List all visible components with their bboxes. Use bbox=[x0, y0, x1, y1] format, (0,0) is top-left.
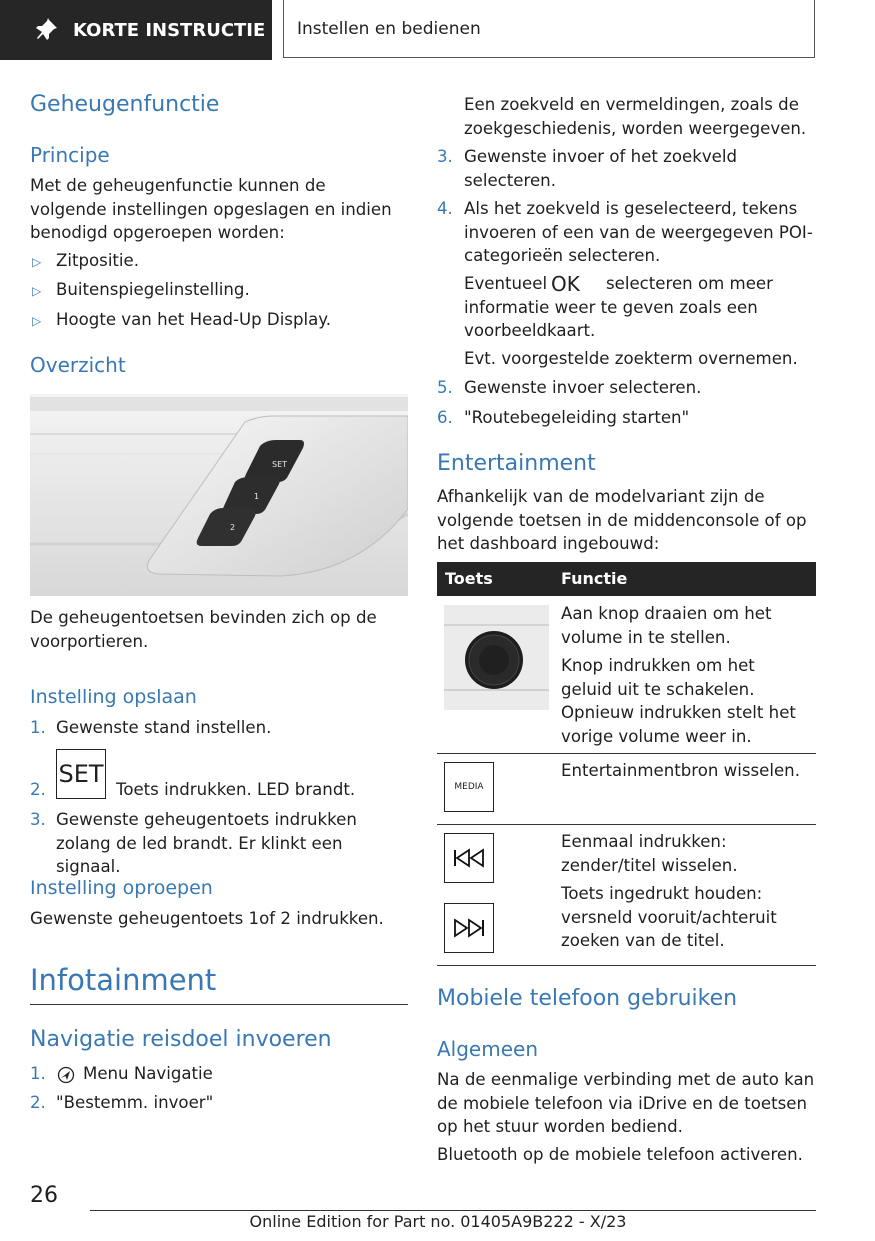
step-number: 4. bbox=[437, 199, 453, 218]
chapter-rule bbox=[30, 1004, 408, 1005]
list-item: Buitenspiegelinstelling. bbox=[56, 280, 250, 299]
bullet-icon: ▷ bbox=[32, 284, 42, 298]
eventueel-post: selecteren om meer informatie weer te geven zoals een voorbeeldkaart. bbox=[464, 274, 773, 340]
heading-mobiele-telefoon: Mobiele telefoon gebruiken bbox=[437, 986, 738, 1011]
evt-text: Evt. voorgestelde zoekterm overnemen. bbox=[464, 349, 798, 368]
media-key-icon bbox=[444, 762, 494, 812]
overzicht-caption: De geheugentoetsen bevinden zich op de voorportieren. bbox=[30, 608, 377, 651]
heading-instelling-opslaan: Instelling opslaan bbox=[30, 686, 197, 708]
step-number: 1. bbox=[30, 718, 46, 737]
table-row-divider bbox=[437, 753, 816, 754]
principe-text: Met de geheugenfunctie kunnen de volgende instellingen opgeslagen en indien benodigd opgeroepen worden: bbox=[30, 176, 392, 242]
row3-text-a: Eenmaal indrukken: zender/titel wisselen. bbox=[561, 832, 738, 875]
media-key-label: MEDIA bbox=[454, 782, 484, 792]
door-panel-image bbox=[30, 394, 408, 596]
step-text: Als het zoekveld is geselecteerd, tekens invoeren of een van de weergegeven POI-categorieën selecteren. bbox=[464, 199, 813, 265]
section-title-geheugenfunctie: Geheugenfunctie bbox=[30, 92, 220, 117]
footer-rule bbox=[90, 1210, 816, 1211]
list-item: Hoogte van het Head-Up Display. bbox=[56, 310, 331, 329]
skip-forward-icon bbox=[444, 903, 494, 953]
row1-text-b: Knop indrukken om het geluid uit te schakelen. Opnieuw indrukken stelt het vorige volume weer in. bbox=[561, 656, 796, 746]
step-number: 2. bbox=[30, 1093, 46, 1112]
bullet-icon: ▷ bbox=[32, 255, 42, 269]
pin-icon bbox=[35, 18, 59, 42]
col-toets: Toets bbox=[445, 569, 493, 588]
volume-knob-image bbox=[444, 605, 549, 710]
step-text: Gewenste geheugentoets indrukken zolang de led brandt. Er klinkt een signaal. bbox=[56, 810, 357, 876]
row3-text-b: Toets ingedrukt houden: versneld vooruit/achteruit zoeken van de titel. bbox=[561, 884, 777, 950]
memory-1-label: 1 bbox=[254, 492, 260, 501]
step-text: Menu Navigatie bbox=[83, 1064, 213, 1083]
heading-entertainment: Entertainment bbox=[437, 451, 596, 476]
heading-instelling-oproepen: Instelling oproepen bbox=[30, 877, 213, 899]
mobiel-text: Na de eenmalige verbinding met de auto kan de mobiele telefoon via iDrive en de toetsen op het stuur worden bediend. bbox=[437, 1070, 815, 1136]
set-button-label: SET bbox=[272, 460, 288, 469]
footer-edition: Online Edition for Part no. 01405A9B222 - X/23 bbox=[249, 1212, 627, 1231]
heading-overzicht: Overzicht bbox=[30, 353, 126, 377]
search-intro: Een zoekveld en vermeldingen, zoals de zoekgeschiedenis, worden weergegeven. bbox=[464, 95, 807, 138]
step-number: 1. bbox=[30, 1064, 46, 1083]
step-text: "Bestemm. invoer" bbox=[56, 1093, 214, 1112]
heading-navigatie: Navigatie reisdoel invoeren bbox=[30, 1027, 332, 1052]
heading-algemeen: Algemeen bbox=[437, 1037, 539, 1061]
memory-2-label: 2 bbox=[230, 523, 236, 532]
ok-icon: OK bbox=[551, 272, 580, 296]
oproepen-text: Gewenste geheugentoets 1of 2 indrukken. bbox=[30, 909, 384, 928]
entertainment-text: Afhankelijk van de modelvariant zijn de volgende toetsen in de middenconsole of op het dashboard ingebouwd: bbox=[437, 487, 807, 553]
skip-back-icon bbox=[444, 833, 494, 883]
step-text: Gewenste invoer selecteren. bbox=[464, 378, 702, 397]
step-text: Toets indrukken. LED brandt. bbox=[116, 780, 356, 799]
navigation-icon bbox=[56, 1065, 76, 1085]
bullet-icon: ▷ bbox=[32, 314, 42, 328]
step-number: 2. bbox=[30, 780, 46, 799]
chapter-title-infotainment: Infotainment bbox=[30, 963, 217, 997]
table-row-divider bbox=[437, 965, 816, 966]
page-number: 26 bbox=[30, 1183, 58, 1208]
set-key-label: SET bbox=[58, 760, 104, 788]
list-item: Zitpositie. bbox=[56, 251, 140, 270]
table-header bbox=[437, 562, 816, 596]
step-text: Gewenste stand instellen. bbox=[56, 718, 272, 737]
step-text: Gewenste invoer of het zoekveld selecteren. bbox=[464, 147, 738, 190]
header-section bbox=[283, 0, 815, 58]
header-section-label: Instellen en bedienen bbox=[297, 18, 481, 39]
header-tab-label: KORTE INSTRUCTIE bbox=[73, 19, 266, 41]
step-number: 5. bbox=[437, 378, 453, 397]
step-number: 3. bbox=[437, 147, 453, 166]
row2-text: Entertainmentbron wisselen. bbox=[561, 761, 800, 780]
set-key-icon bbox=[56, 749, 106, 799]
step-number: 6. bbox=[437, 408, 453, 427]
table-row-divider bbox=[437, 824, 816, 825]
header-tab bbox=[0, 0, 272, 60]
step-number: 3. bbox=[30, 810, 46, 829]
eventueel-pre: Eventueel bbox=[464, 274, 548, 293]
col-functie: Functie bbox=[561, 569, 628, 588]
mobiel-text-2: Bluetooth op de mobiele telefoon activeren. bbox=[437, 1145, 803, 1164]
heading-principe: Principe bbox=[30, 143, 110, 167]
step-text: "Routebegeleiding starten" bbox=[464, 408, 690, 427]
row1-text-a: Aan knop draaien om het volume in te stellen. bbox=[561, 604, 772, 647]
